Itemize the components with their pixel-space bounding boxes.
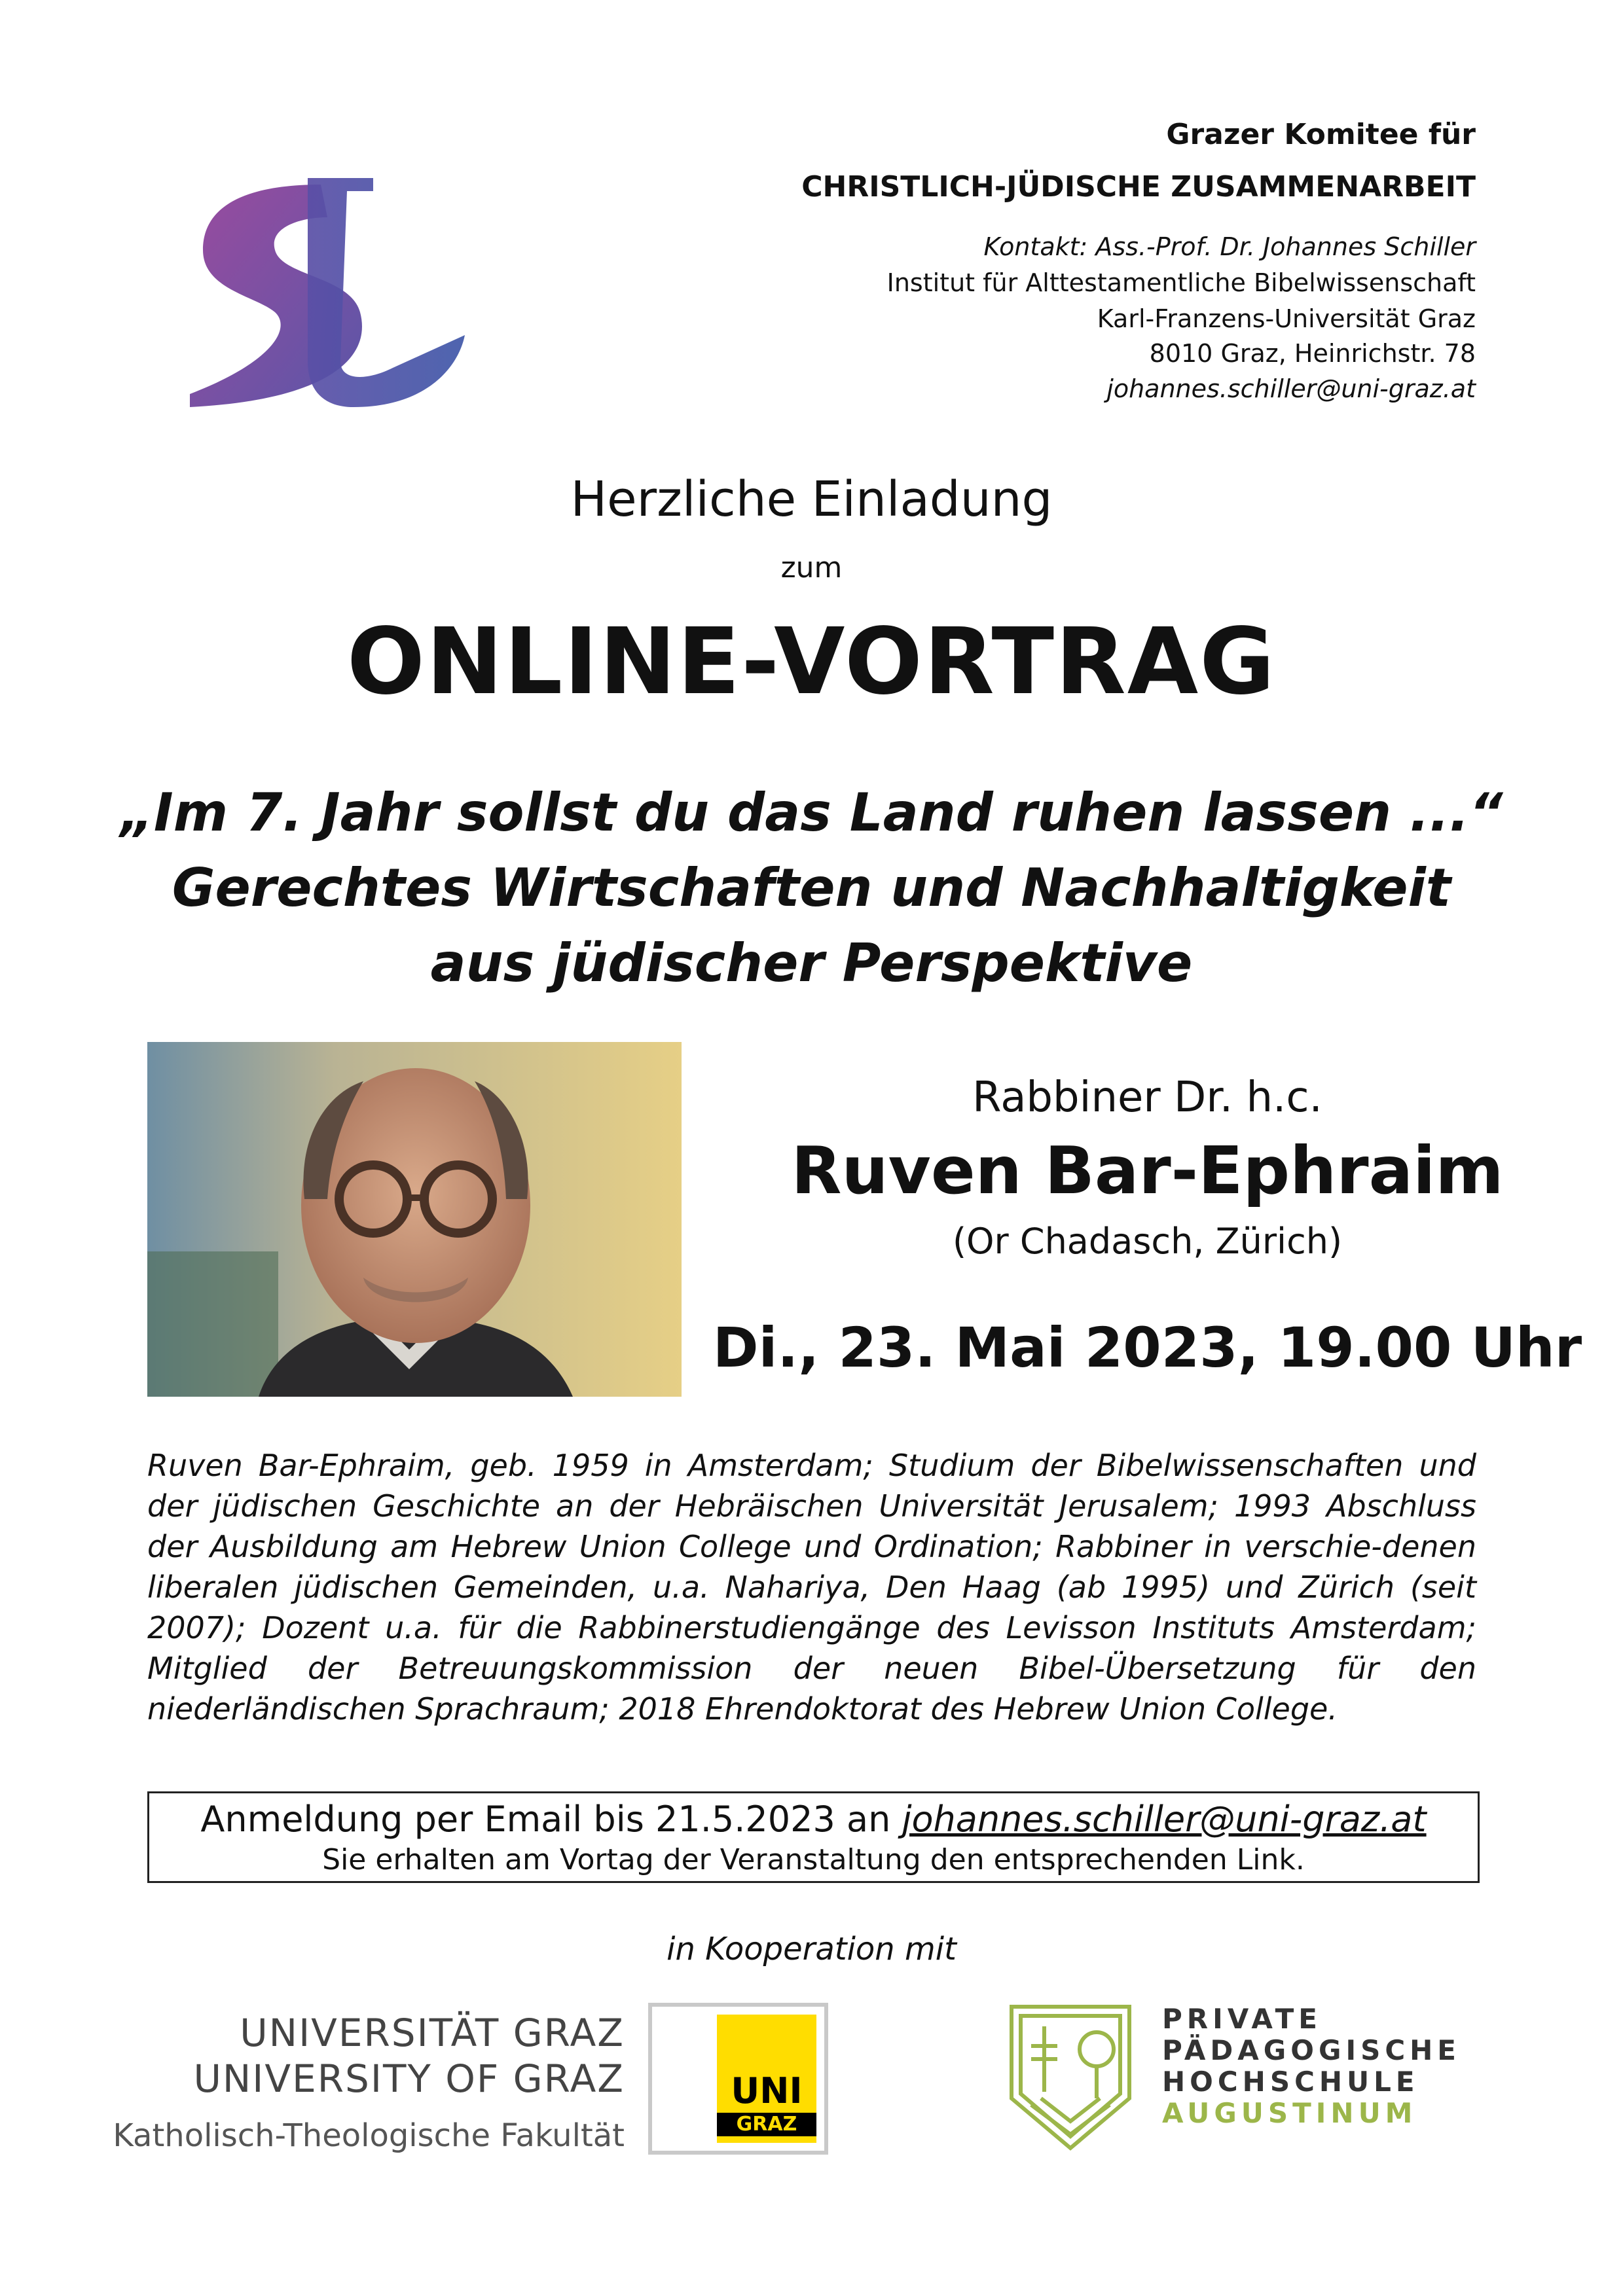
university-name-german: UNIVERSITÄT GRAZ (240, 2011, 625, 2055)
registration-box (147, 1791, 1480, 1883)
contact-name: Kontakt: Ass.-Prof. Dr. Johannes Schiller (983, 232, 1476, 261)
university-logo-uni: UNI (731, 2070, 803, 2111)
lecture-title-line: aus jüdischer Perspektive (430, 933, 1193, 994)
university-logo (648, 2003, 828, 2155)
university-faculty: Katholisch-Theologische Fakultät (113, 2117, 625, 2154)
speaker-biography: Ruven Bar-Ephraim, geb. 1959 in Amsterdam; Studium der Bibelwissenschaften und der jüdischen Geschichte an der Hebräischen Universität Jerusalem; 1993 Abschluss der Ausbildung am Hebrew Union College und Ordination; Rabbiner in verschie-denen liberalen jüdischen Gemeinden, u.a. Nahariya, Den Haag (ab 1995) und Zürich (seit 2007); Dozent u.a. für die Rabbinerstudiengänge des Levisson Instituts Amsterdam; Mitglied der Betreuungskommission der neuen Bibel-Übersetzung für den niederländischen Sprachraum; 2018 Ehrendoktorat des Hebrew Union College. (147, 1448, 1476, 1727)
lecture-title-line: „Im 7. Jahr sollst du das Land ruhen lassen ...“ (120, 782, 1503, 843)
cooperation-label: in Kooperation mit (666, 1931, 957, 1967)
organization-subtitle: CHRISTLICH-JÜDISCHE ZUSAMMENARBEIT (801, 170, 1476, 204)
pph-name-augustinum: AUGUSTINUM (1162, 2097, 1417, 2129)
lecture-title-line: Gerechtes Wirtschaften und Nachhaltigkeit (172, 857, 1451, 918)
registration-email-link[interactable]: johannes.schiller@uni-graz.at (902, 1799, 1427, 1840)
event-date: Di., 23. Mai 2023, 19.00 Uhr (712, 1316, 1582, 1380)
invitation-heading: Herzliche Einladung (570, 471, 1053, 528)
contact-institute: Institut für Alttestamentliche Bibelwissenschaft (886, 268, 1476, 297)
pph-name-line: HOCHSCHULE (1162, 2066, 1419, 2098)
registration-text (149, 1797, 1478, 1842)
university-logo-yellow-block (717, 2015, 816, 2143)
registration-prefix: Anmeldung per Email bis 21.5.2023 an (200, 1799, 902, 1840)
speaker-affiliation: (Or Chadasch, Zürich) (952, 1221, 1343, 1262)
contact-address: 8010 Graz, Heinrichstr. 78 (1149, 339, 1476, 368)
pph-name-line: PÄDAGOGISCHE (1162, 2034, 1461, 2066)
speaker-name: Ruven Bar-Ephraim (791, 1132, 1504, 1209)
registration-note: Sie erhalten am Vortag der Veranstaltung den entsprechenden Link. (322, 1843, 1305, 1876)
komitee-logo (177, 171, 478, 414)
event-title: ONLINE-VORTRAG (346, 609, 1277, 715)
speaker-title: Rabbiner Dr. h.c. (972, 1073, 1322, 1122)
organization-name: Grazer Komitee für (1166, 118, 1476, 151)
pph-augustinum-logo (1005, 2000, 1136, 2155)
university-name-english: UNIVERSITY OF GRAZ (193, 2056, 625, 2101)
invitation-connector: zum (780, 551, 843, 584)
pph-name-line: PRIVATE (1162, 2003, 1322, 2035)
contact-email[interactable]: johannes.schiller@uni-graz.at (1106, 374, 1476, 403)
speaker-photo (147, 1042, 682, 1397)
contact-university: Karl-Franzens-Universität Graz (1097, 304, 1476, 333)
university-logo-graz: GRAZ (717, 2113, 816, 2136)
